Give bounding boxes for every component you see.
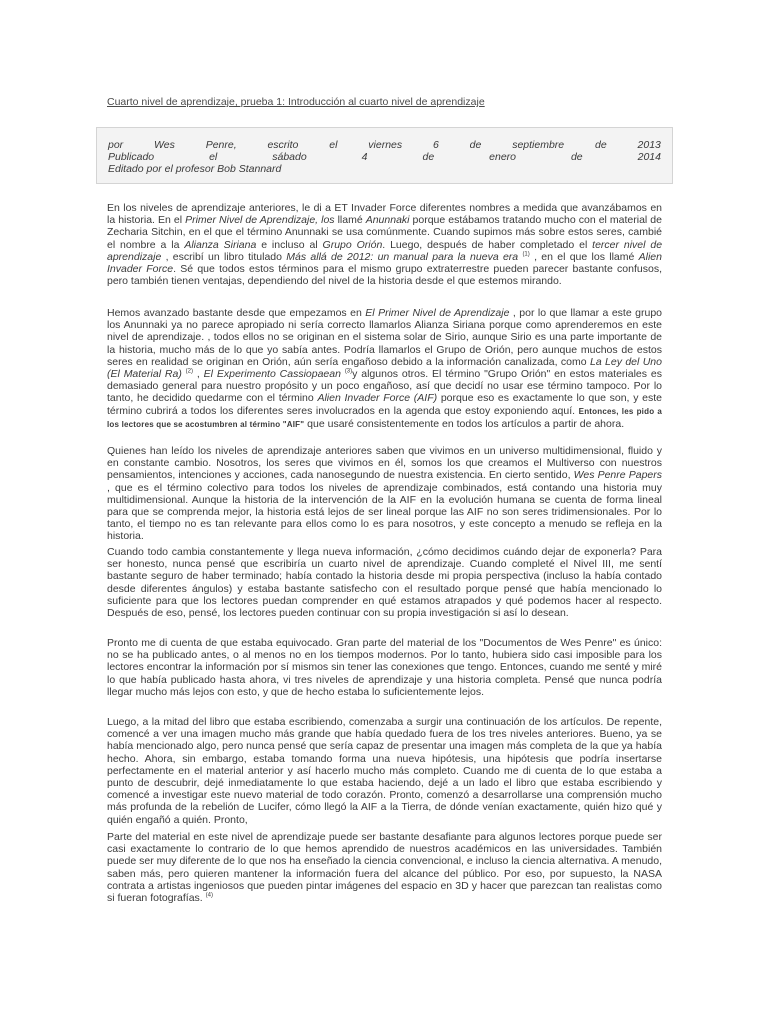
meta-word: 2013: [637, 139, 661, 151]
italic-run: Más allá de 2012: un manual para la nueva era: [286, 250, 519, 263]
text-run: Hemos avanzado bastante desde que empezamos en: [107, 307, 362, 319]
italic-run: El Experimento Cassiopaean: [203, 368, 341, 381]
text-run: . Luego, después de haber completado el: [382, 238, 588, 251]
meta-word: de: [570, 151, 583, 163]
italic-run: Primer Nivel de Aprendizaje, los: [185, 214, 335, 227]
text-run: , por lo que llamar a este grupo los Anunnaki ya no parece apropiado ni sería correcto llamarlos Alianza Siriana porque como aprenderemos en este nivel de aprendizaje. , todos ellos no se originan en el sistema solar de Sirio, aunque Sirio es una parte importante de la historia, mucho más de lo que yo sabía antes. Podría llamarlos el Grupo de Orión, pero aunque muchos de estos seres en realidad se originan en Orión, aún sería engañoso debido a la información canalizada, como: [107, 307, 662, 368]
text-run: llamé: [337, 214, 363, 227]
paragraph-2: [107, 307, 662, 431]
emphasis-run: Entonces, les pido a los lectores que se acostumbren al término "AIF": [107, 406, 663, 429]
meta-word: 4: [361, 151, 368, 163]
document-title[interactable]: [107, 96, 662, 108]
meta-word: 2014: [637, 151, 661, 163]
text-run: En los niveles de aprendizaje anteriores, le di a ET Invader Force diferentes nombres a medida que avanzábamos en la historia. En el: [107, 202, 662, 227]
paragraph-1: [107, 202, 662, 287]
meta-word: Wes: [154, 139, 175, 151]
text-run: porque estábamos tratando mucho con el material de Zecharia Sitchin, en el que el término Anunnaki se usa comúnmente. Cuando supimos más sobre estos seres, cambié el nombre a la: [107, 214, 662, 251]
meta-word: el: [209, 151, 218, 163]
italic-run: El Primer Nivel de Aprendizaje: [365, 307, 510, 319]
text-run: e incluso al: [261, 238, 318, 251]
footnote-ref[interactable]: (4): [205, 892, 213, 899]
italic-run: Anunnaki: [365, 214, 410, 227]
italic-run: tercer nivel de aprendizaje: [107, 238, 663, 263]
text-run: , escribí un libro titulado: [165, 250, 282, 263]
text-run: ,: [196, 368, 200, 381]
meta-word: Publicado: [108, 151, 155, 163]
text-run: , en el que los llamé: [534, 250, 635, 263]
italic-run: Alien Invader Force: [107, 250, 662, 276]
meta-word: septiembre: [512, 139, 565, 151]
text-run: . Sé que todos estos términos para el mismo grupo extraterrestre pueden parecer bastante confusos, pero también tienen ventajas, dependiendo del nivel de la historia desde el que estemos mirando.: [107, 263, 662, 288]
text-run: que usaré consistentemente en todos los artículos a partir de ahora.: [307, 417, 625, 430]
meta-word: sábado: [272, 151, 307, 163]
paragraph-7: [107, 831, 662, 904]
meta-line-published: [108, 151, 661, 163]
meta-word: enero: [489, 151, 516, 163]
meta-line-author-date: [108, 139, 661, 151]
paragraph-6: Luego, a la mitad del libro que estaba escribiendo, comenzaba a surgir una continuación de los artículos. De repente, comencé a ver una imagen mucho más grande que había quedado fuera de los tres niveles anteriores. Bueno, ya se había mencionado algo, pero nunca pensé que sería capaz de presentar una imagen más completa de la que ya había hecho. Ahora, sin embargo, estaba tomando forma una nueva hipótesis, una hipótesis que podría insertarse perfectamente en el material anterior y así hacerlo mucho más completo. Cuando me di cuenta de lo que estaba a punto de descubrir, dejé inmediatamente lo que estaba haciendo, dejé a un lado el libro que estaba escribiendo y comencé a investigar este nuevo material de todo corazón. Pronto, comenzó a desarrollarse una comprensión mucho más profunda de la rebelión de Lucifer, cómo llegó la AIF a la Tierra, de dónde venían exactamente, quién hizo qué y quién engañó a quién. Pronto,: [107, 716, 662, 826]
meta-word: el: [329, 139, 338, 151]
italic-run: Wes Penre Papers: [573, 469, 663, 482]
paragraph-4: Cuando todo cambia constantemente y llega nueva información, ¿cómo decidimos cuándo dejar de exponerla? Para ser honesto, nunca pensé que escribiría un cuarto nivel de aprendizaje. Cuando completé el Nivel III, me sentí bastante seguro de haber terminado; había contado la historia desde mi propia perspectiva (incluso la había contado desde diferentes ángulos) y estaba bastante satisfecho con el resultado porque pensé que había mencionado lo suficiente para que los lectores puedan comprender en qué estamos atrapados y qué podemos hacer al respecto. Después de eso, pensé, los lectores pueden continuar con su propia investigación si así lo desean.: [107, 546, 662, 620]
text-run: Parte del material en este nivel de aprendizaje puede ser bastante desafiante para algunos lectores porque puede ser casi exactamente lo contrario de lo que hemos aprendido de nuestros académicos en las universidades. También puede ser muy diferente de lo que nos ha enseñado la ciencia convencional, e incluso la ciencia alternativa. A menudo, saben más, pero quieren mantener la información fuera del alcance del público. Por eso, por supuesto, la NASA contrata a artistas ingeniosos que pueden pintar imágenes del espacio en 3D y hacer que parezcan tan realistas como si fueran fotografías.: [107, 831, 662, 905]
paragraph-5: Pronto me di cuenta de que estaba equivocado. Gran parte del material de los "Documentos de Wes Penre" es único: no se ha publicado antes, o al menos no en los tiempos modernos. Por lo tanto, hubiera sido casi imposible para los lectores encontrar la información por sí mismos sin tener las conexiones que tengo. Entonces, cuando me senté y miré lo que había publicado hasta ahora, vi tres niveles de aprendizaje y una historia completa. Pensé que nunca podría llegar mucho más lejos con esto, y que de hecho estaba lo suficientemente lejos.: [107, 637, 662, 698]
meta-word: Penre,: [205, 139, 237, 151]
meta-line-editor: [108, 163, 661, 175]
meta-word: por: [108, 139, 124, 151]
footnote-ref[interactable]: (1): [522, 251, 530, 258]
paragraph-3: [107, 445, 662, 543]
article-meta-box: [96, 127, 673, 184]
italic-run: Grupo Orión: [322, 238, 383, 251]
italic-run: Alien Invader Force (AIF): [317, 392, 438, 405]
meta-word: de: [469, 139, 482, 151]
text-run: y algunos otros. El término "Grupo Orión" en estos materiales es demasiado general para nuestro propósito y un poco engañoso, así que decidí no usar ese término tampoco. Por lo tanto, he decidido quedarme con el término: [107, 368, 662, 405]
meta-word: escrito: [267, 139, 299, 151]
footnote-ref[interactable]: (2): [185, 368, 194, 375]
italic-run: Alianza Siriana: [184, 238, 257, 251]
text-run: Quienes han leído los niveles de aprendizaje anteriores saben que vivimos en un universo multidimensional, fluido y en constante cambio. Nosotros, los seres que vivimos en él, somos los que creamos el Multiverso con nuestros pensamientos, intenciones y acciones, cada nanosegundo de nuestra existencia. En cierto sentido,: [107, 445, 662, 482]
text-run: porque eso es exactamente lo que son, y este término cubrirá a todos los diferentes seres involucrados en la agenda que estoy exponiendo aquí.: [107, 392, 662, 417]
italic-run: La Ley del Uno (El Material Ra): [107, 355, 662, 381]
meta-word: de: [595, 139, 607, 151]
meta-word: 6: [432, 139, 439, 151]
document-title-text[interactable]: Cuarto nivel de aprendizaje, prueba 1: Introducción al cuarto nivel de aprendizaje: [107, 96, 485, 108]
meta-editor: Editado por el profesor Bob Stannard: [108, 163, 282, 175]
meta-word: de: [422, 151, 435, 163]
text-run: , que es el término colectivo para todos los niveles de aprendizaje combinados, está contando una historia muy multidimensional. Aunque la historia de la intervención de la AIF en la evolución humana se cuenta de forma lineal para que se comprenda mejor, la historia está lejos de ser lineal porque las AIF no son seres tridimensionales. Por lo tanto, el tiempo no es tan relevante para ellos como lo es para nosotros, y este concepto a menudo se refleja en la historia.: [107, 481, 662, 543]
meta-word: viernes: [368, 139, 403, 151]
footnote-ref[interactable]: (3): [344, 368, 353, 375]
